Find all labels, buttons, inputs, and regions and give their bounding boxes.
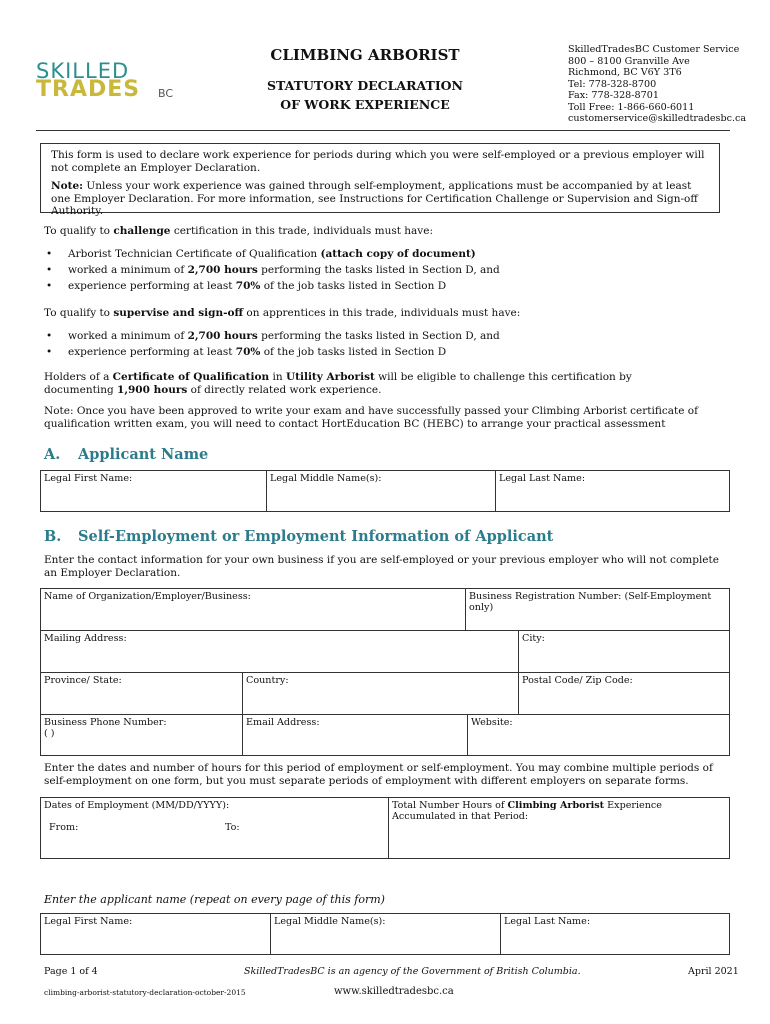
dates-of-employment-field[interactable]: Dates of Employment (MM/DD/YYYY): From: To: bbox=[41, 798, 389, 858]
intro-notice-box bbox=[40, 143, 720, 217]
email-address-field[interactable]: Email Address: bbox=[243, 715, 468, 755]
contact-row bbox=[40, 714, 730, 756]
from-date-label: From: bbox=[49, 822, 79, 833]
contact-block bbox=[568, 44, 746, 125]
supervise-lead: To qualify to supervise and sign-off on apprentices in this trade, individuals must have: bbox=[44, 307, 521, 319]
section-b-instructions: Enter the contact information for your own business if you are self-employed or your previous employer who will not complete an Employer Declaration. bbox=[44, 554, 719, 579]
skilledtradesbc-logo bbox=[36, 60, 186, 102]
intro-text: This form is used to declare work experience for periods during which you were self-employed or a previous employer will not complete an Employer Declaration. bbox=[51, 149, 705, 174]
section-b-heading: B. Self-Employment or Employment Information of Applicant bbox=[44, 528, 554, 545]
contact-org: SkilledTradesBC Customer Service bbox=[568, 44, 740, 55]
logo-text-bc: BC bbox=[158, 87, 174, 100]
list-item: • experience performing at least 70% of the job tasks listed in Section D bbox=[44, 278, 500, 294]
country-field[interactable]: Country: bbox=[243, 673, 519, 714]
contact-email: customerservice@skilledtradesbc.ca bbox=[568, 113, 747, 124]
repeat-legal-first-name-field[interactable]: Legal First Name: bbox=[41, 914, 271, 954]
exam-note: Note: Once you have been approved to write your exam and have successfully passed your Climbing Arborist certificate of qualification written exam, you will need to contact HortEducation BC (HEBC) to arrange your practical assessment bbox=[44, 405, 698, 430]
mailing-address-field[interactable]: Mailing Address: bbox=[41, 631, 519, 672]
business-registration-field[interactable]: Business Registration Number: (Self-Employment only) bbox=[469, 591, 712, 613]
logo-text-trades: TRADES bbox=[36, 77, 141, 102]
logo-text-skilled: SKILLED bbox=[36, 59, 130, 83]
address-row bbox=[40, 630, 730, 672]
region-row bbox=[40, 672, 730, 714]
organization-name-field[interactable]: Name of Organization/Employer/Business: bbox=[41, 589, 466, 630]
dates-row bbox=[40, 797, 730, 859]
challenge-requirements-list bbox=[44, 246, 500, 294]
city-field[interactable]: City: bbox=[522, 633, 545, 644]
website-url[interactable]: www.skilledtradesbc.ca bbox=[334, 986, 454, 997]
holders-paragraph: Holders of a Certificate of Qualification in Utility Arborist will be eligible to challenge this certification by documenting 1,900 hours of directly related work experience. bbox=[44, 371, 632, 396]
list-item: • worked a minimum of 2,700 hours performing the tasks listed in Section D, and bbox=[44, 262, 500, 278]
contact-address: 800 – 8100 Granville Ave bbox=[568, 55, 690, 67]
form-subtitle: STATUTORY DECLARATION OF WORK EXPERIENCE bbox=[266, 78, 463, 112]
page-number: Page 1 of 4 bbox=[44, 966, 98, 977]
province-state-field[interactable]: Province/ State: bbox=[41, 673, 243, 714]
form-title: CLIMBING ARBORIST bbox=[270, 46, 460, 64]
agency-statement: SkilledTradesBC is an agency of the Government of British Columbia. bbox=[244, 966, 581, 977]
org-row bbox=[40, 588, 730, 630]
to-date-label: To: bbox=[225, 822, 240, 833]
intro-note: Note: Unless your work experience was gained through self-employment, applications must be accompanied by at least one Employer Declaration. For more information, see Instructions for Certification Challenge or Supervision and Sign-off Authority. bbox=[51, 180, 698, 217]
legal-first-name-field[interactable]: Legal First Name: bbox=[41, 471, 267, 511]
header-divider bbox=[36, 130, 730, 131]
applicant-name-row bbox=[40, 470, 730, 512]
revision-date: April 2021 bbox=[688, 966, 739, 977]
supervise-requirements-list bbox=[44, 328, 500, 360]
file-name: climbing-arborist-statutory-declaration-october-2015 bbox=[44, 988, 246, 997]
legal-last-name-field[interactable]: Legal Last Name: bbox=[499, 473, 586, 484]
repeat-legal-last-name-field[interactable]: Legal Last Name: bbox=[504, 916, 591, 927]
website-field[interactable]: Website: bbox=[471, 717, 513, 728]
repeat-name-row bbox=[40, 913, 730, 955]
contact-fax: Fax: 778-328-8701 bbox=[568, 90, 659, 101]
repeat-name-instruction: Enter the applicant name (repeat on every page of this form) bbox=[44, 893, 385, 906]
dates-instructions: Enter the dates and number of hours for this period of employment or self-employment. You may combine multiple periods of self-employment on one form, but you must separate periods of employment with different employers on separate forms. bbox=[44, 762, 713, 787]
list-item: • Arborist Technician Certificate of Qualification (attach copy of document) bbox=[44, 246, 500, 262]
business-phone-field[interactable]: Business Phone Number: ( ) bbox=[41, 715, 243, 755]
contact-city: Richmond, BC V6Y 3T6 bbox=[568, 67, 682, 78]
legal-middle-name-field[interactable]: Legal Middle Name(s): bbox=[267, 471, 496, 511]
postal-code-field[interactable]: Postal Code/ Zip Code: bbox=[522, 675, 633, 686]
challenge-lead: To qualify to challenge certification in this trade, individuals must have: bbox=[44, 225, 433, 237]
total-hours-field[interactable]: Total Number Hours of Climbing Arborist Experience Accumulated in that Period: bbox=[392, 800, 662, 822]
contact-tollfree: Toll Free: 1-866-660-6011 bbox=[568, 101, 695, 113]
list-item: • worked a minimum of 2,700 hours performing the tasks listed in Section D, and bbox=[44, 328, 500, 344]
contact-tel: Tel: 778-328-8700 bbox=[568, 78, 657, 90]
section-a-heading: A. Applicant Name bbox=[44, 446, 209, 463]
repeat-legal-middle-name-field[interactable]: Legal Middle Name(s): bbox=[271, 914, 501, 954]
list-item: • experience performing at least 70% of the job tasks listed in Section D bbox=[44, 344, 500, 360]
